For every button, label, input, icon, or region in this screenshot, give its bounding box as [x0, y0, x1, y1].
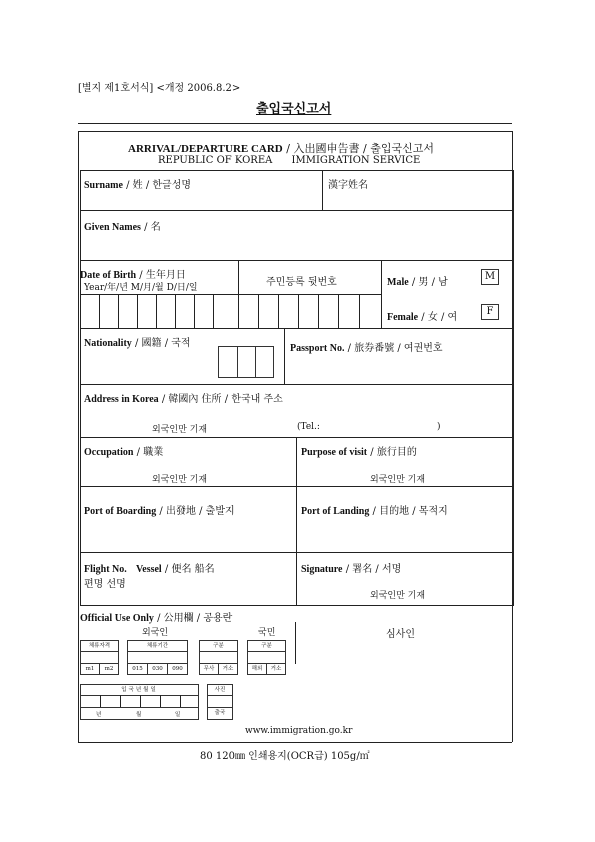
dob-format: Year/年/년 M/月/월 D/日/일 — [84, 283, 198, 293]
photo-header: 사진 — [207, 684, 233, 696]
entry-date-header: 입국년월일 — [80, 684, 199, 696]
nationality-label: Nationality / 國籍 / 국적 — [84, 338, 191, 349]
female-checkbox[interactable]: F — [481, 304, 499, 320]
footer-note: 80 120㎜ 인쇄용지(OCR급) 105g/㎡ — [200, 751, 370, 762]
surname-label: Surname / 姓 / 한글성명 — [84, 180, 192, 191]
entry-day-label: 일 — [175, 712, 181, 718]
nationality-code-cell[interactable] — [237, 346, 256, 378]
stay-period-header: 체류기간 — [127, 640, 188, 652]
male-label: Male / 男 / 남 — [387, 277, 448, 288]
signature-note: 외국인만 기재 — [370, 591, 426, 601]
card-title: ARRIVAL/DEPARTURE CARD — [128, 143, 283, 155]
row-line — [80, 328, 514, 329]
flight-kr-label: 편명 선명 — [84, 579, 126, 590]
inspector-heading: 심사인 — [386, 629, 415, 640]
category2-residence[interactable]: 거소 — [266, 663, 286, 675]
card-grid — [80, 170, 514, 606]
stay-status-m2[interactable]: m2 — [99, 663, 119, 675]
female-label: Female / 女 / 여 — [387, 312, 458, 323]
category2-header: 구분 — [247, 640, 286, 652]
hanja-name-label: 漢字姓名 — [328, 180, 368, 191]
row-line — [80, 437, 514, 438]
purpose-label: Purpose of visit / 旅行目的 — [301, 447, 417, 458]
tel-label: (Tel.: — [297, 422, 320, 432]
passport-label: Passport No. / 旅券番號 / 여권번호 — [290, 343, 443, 354]
website: www.immigration.go.kr — [245, 726, 353, 736]
card-subtitle: REPUBLIC OF KOREA IMMIGRATION SERVICE — [158, 155, 421, 166]
dob-label: Date of Birth / 生年月日 — [80, 270, 186, 281]
row-line — [80, 486, 514, 487]
row-line — [80, 260, 514, 261]
category2-overseas[interactable]: 해외 — [247, 663, 267, 675]
given-names-label: Given Names / 名 — [84, 222, 161, 233]
nationality-code-cell[interactable] — [255, 346, 274, 378]
official-use-label: Official Use Only / 公用欄 / 공용란 — [80, 613, 233, 624]
male-checkbox[interactable]: M — [481, 269, 499, 285]
top-rule — [78, 123, 512, 124]
entry-year-label: 년 — [96, 712, 102, 718]
exit-cell: 출국 — [207, 707, 233, 720]
category-stay[interactable]: 거소 — [218, 663, 238, 675]
signature-label: Signature / 署名 / 서명 — [301, 564, 402, 575]
landing-label: Port of Landing / 目的地 / 목적지 — [301, 506, 448, 517]
row-line — [80, 210, 514, 211]
address-note: 외국인만 기재 — [152, 425, 208, 435]
stay-period-30[interactable]: 030 — [147, 663, 168, 675]
category-visa-free[interactable]: 무사 — [199, 663, 219, 675]
address-label: Address in Korea / 韓國內 住所 / 한국내 주소 — [84, 394, 283, 405]
bottom-rule — [78, 742, 512, 743]
occupation-label: Occupation / 職業 — [84, 447, 164, 458]
tel-close: ) — [437, 422, 441, 432]
nationality-code-cell[interactable] — [218, 346, 238, 378]
citizen-heading: 국민 — [258, 628, 276, 638]
category-header: 구분 — [199, 640, 238, 652]
stay-period-90[interactable]: 090 — [167, 663, 188, 675]
flight-label: Flight No. Vessel / 便名 船名 — [84, 564, 215, 575]
stay-period-15[interactable]: 015 — [127, 663, 148, 675]
boarding-label: Port of Boarding / 出發地 / 출발지 — [84, 506, 235, 517]
form-reference: [별지 제1호서식] <개정 2006.8.2> — [78, 83, 241, 94]
row-line — [80, 384, 514, 385]
purpose-note: 외국인만 기재 — [370, 475, 426, 485]
foreigner-heading: 외국인 — [142, 628, 169, 638]
row-line — [80, 552, 514, 553]
reg-no-label: 주민등록 뒷번호 — [266, 277, 337, 288]
occupation-note: 외국인만 기재 — [152, 475, 208, 485]
card-title-line: ARRIVAL/DEPARTURE CARD / 入出國申告書 / 출입국신고서 — [128, 142, 434, 155]
form-title: 출입국신고서 — [256, 101, 332, 116]
entry-month-label: 월 — [136, 712, 142, 718]
stay-status-m1[interactable]: m1 — [80, 663, 100, 675]
stay-status-header: 체류자격 — [80, 640, 119, 652]
